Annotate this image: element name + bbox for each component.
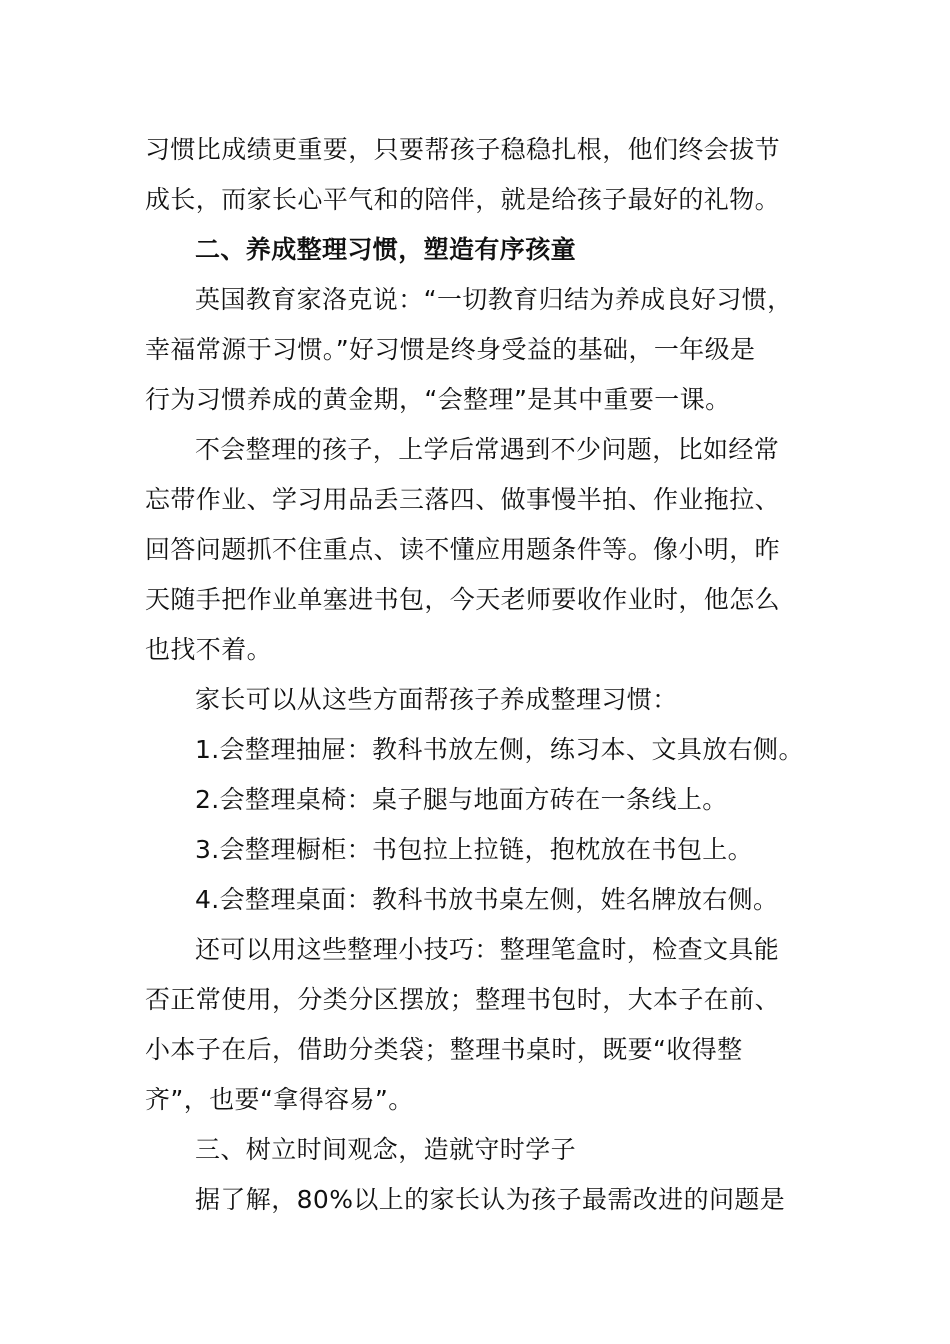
body-text-line: 习惯比成绩更重要，只要帮孩子稳稳扎根，他们终会拔节 [145,135,781,164]
section-heading: 二、养成整理习惯，塑造有序孩童 [195,235,577,264]
body-text-line: 还可以用这些整理小技巧：整理笔盒时，检查文具能 [195,935,780,964]
body-text-line: 幸福常源于习惯。”好习惯是终身受益的基础，一年级是 [145,335,756,364]
list-item: 1.会整理抽屉：教科书放左侧，练习本、文具放右侧。 [195,735,804,764]
body-text-line: 天随手把作业单塞进书包，今天老师要收作业时，他怎么 [145,585,781,614]
list-item: 3.会整理橱柜：书包拉上拉链，抱枕放在书包上。 [195,835,754,864]
body-text-line: 成长，而家长心平气和的陪伴，就是给孩子最好的礼物。 [145,185,781,214]
body-text-line: 不会整理的孩子，上学后常遇到不少问题，比如经常 [195,435,780,464]
list-item: 4.会整理桌面：教科书放书桌左侧，姓名牌放右侧。 [195,885,779,914]
body-text-line: 也找不着。 [145,635,273,664]
body-text-line: 英国教育家洛克说：“一切教育归结为养成良好习惯， [195,285,793,314]
body-text-line: 否正常使用，分类分区摆放；整理书包时，大本子在前、 [145,985,781,1014]
section-heading: 三、树立时间观念，造就守时学子 [195,1135,577,1164]
list-item: 2.会整理桌椅：桌子腿与地面方砖在一条线上。 [195,785,728,814]
body-text-line: 小本子在后，借助分类袋；整理书桌时，既要“收得整 [145,1035,743,1064]
body-text-line: 齐”，也要“拿得容易”。 [145,1085,414,1114]
body-text-line: 家长可以从这些方面帮孩子养成整理习惯： [195,685,678,714]
body-text-line: 行为习惯养成的黄金期，“会整理”是其中重要一课。 [145,385,731,414]
body-text-line: 忘带作业、学习用品丢三落四、做事慢半拍、作业拖拉、 [145,485,781,514]
body-text-line: 据了解，80%以上的家长认为孩子最需改进的问题是 [195,1185,786,1214]
body-text-line: 回答问题抓不住重点、读不懂应用题条件等。像小明，昨 [145,535,781,564]
